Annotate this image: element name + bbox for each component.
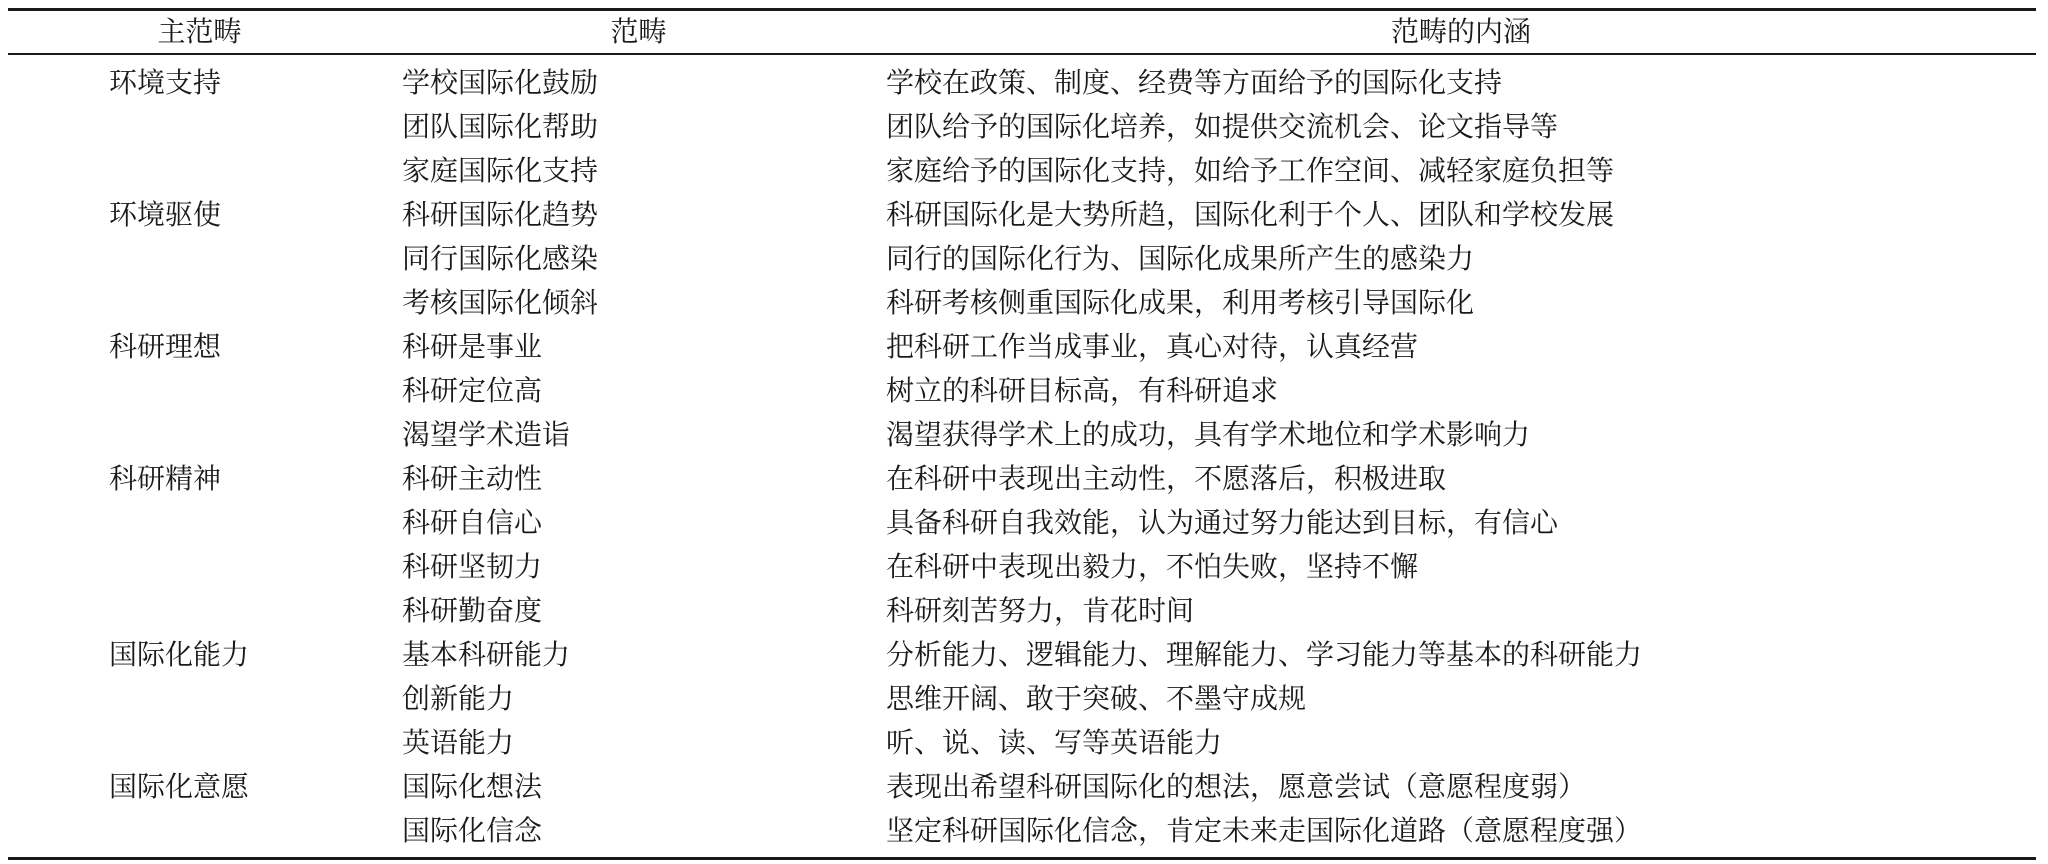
- cell-main-category: [8, 105, 391, 149]
- cell-main-category: [8, 149, 391, 193]
- table-row: [8, 281, 2036, 325]
- cell-category-meaning: 在科研中表现出毅力，不怕失败，坚持不懈: [886, 550, 1419, 583]
- cell-category-meaning: 科研国际化是大势所趋，国际化利于个人、团队和学校发展: [886, 198, 1615, 231]
- table-row: [8, 149, 2036, 193]
- cell-category-meaning: 科研刻苦努力，肯花时间: [886, 594, 1195, 627]
- cell-main-category: [8, 237, 391, 281]
- cell-category: 家庭国际化支持: [402, 154, 599, 187]
- cell-category: 学校国际化鼓励: [402, 66, 599, 99]
- cell-category: 团队国际化帮助: [402, 110, 599, 143]
- cell-category-meaning: 分析能力、逻辑能力、理解能力、学习能力等基本的科研能力: [886, 638, 1643, 671]
- cell-category-meaning: 听、说、读、写等英语能力: [886, 726, 1223, 759]
- cell-category-meaning: 家庭给予的国际化支持，如给予工作空间、减轻家庭负担等: [886, 154, 1615, 187]
- cell-category: 科研坚韧力: [402, 550, 543, 583]
- table-row: [8, 721, 2036, 765]
- cell-category: 考核国际化倾斜: [402, 286, 599, 319]
- cell-category: 基本科研能力: [402, 638, 571, 671]
- table-row: [8, 105, 2036, 149]
- header-category-meaning: 范畴的内涵: [886, 10, 2036, 55]
- cell-main-category: [8, 501, 391, 545]
- cell-category-meaning: 坚定科研国际化信念，肯定未来走国际化道路（意愿程度强）: [886, 809, 2036, 859]
- cell-category: 渴望学术造诣: [402, 418, 571, 451]
- table-row: [8, 545, 2036, 589]
- table-row: [8, 457, 2036, 501]
- cell-main-category: 环境驱使: [109, 198, 222, 231]
- cell-main-category: [8, 677, 391, 721]
- cell-main-category: [8, 721, 391, 765]
- table-row: [8, 413, 2036, 457]
- table-body: [8, 54, 2036, 859]
- cell-category-meaning: 表现出希望科研国际化的想法，愿意尝试（意愿程度弱）: [886, 770, 1587, 803]
- cell-category-meaning: 思维开阔、敢于突破、不墨守成规: [886, 682, 1307, 715]
- cell-main-category: [8, 413, 391, 457]
- cell-main-category: [8, 369, 391, 413]
- table-row: [8, 589, 2036, 633]
- cell-category: 科研是事业: [402, 330, 543, 363]
- cell-main-category: 国际化能力: [109, 638, 250, 671]
- table-row: [8, 325, 2036, 369]
- cell-main-category: [8, 589, 391, 633]
- cell-main-category: 科研理想: [109, 330, 222, 363]
- cell-category: 科研主动性: [402, 462, 543, 495]
- cell-category: 科研定位高: [402, 374, 543, 407]
- cell-category: 英语能力: [402, 726, 515, 759]
- header-main-category: 主范畴: [8, 10, 391, 55]
- cell-main-category: 国际化意愿: [109, 770, 250, 803]
- cell-category: 创新能力: [402, 682, 515, 715]
- cell-category-meaning: 把科研工作当成事业，真心对待，认真经营: [886, 330, 1419, 363]
- table-row: [8, 765, 2036, 809]
- cell-category-meaning: 科研考核侧重国际化成果，利用考核引导国际化: [886, 286, 1475, 319]
- cell-category: 科研自信心: [402, 506, 543, 539]
- cell-category-meaning: 同行的国际化行为、国际化成果所产生的感染力: [886, 242, 1475, 275]
- cell-category-meaning: 具备科研自我效能，认为通过努力能达到目标，有信心: [886, 506, 1559, 539]
- cell-category: 国际化信念: [391, 809, 886, 859]
- category-table: [8, 8, 2036, 860]
- table-row: [8, 237, 2036, 281]
- table-row: [8, 633, 2036, 677]
- cell-category-meaning: 树立的科研目标高，有科研追求: [886, 374, 1279, 407]
- cell-main-category: [8, 281, 391, 325]
- cell-main-category: [8, 545, 391, 589]
- cell-category: 同行国际化感染: [402, 242, 599, 275]
- category-table-container: [8, 8, 2036, 860]
- header-category: 范畴: [391, 10, 886, 55]
- cell-category: 科研国际化趋势: [402, 198, 599, 231]
- cell-category-meaning: 渴望获得学术上的成功，具有学术地位和学术影响力: [886, 418, 1531, 451]
- table-row: [8, 809, 2036, 859]
- table-row: [8, 54, 2036, 105]
- cell-category: 国际化想法: [402, 770, 543, 803]
- cell-category: 科研勤奋度: [402, 594, 543, 627]
- cell-category-meaning: 学校在政策、制度、经费等方面给予的国际化支持: [886, 66, 1503, 99]
- cell-main-category: 科研精神: [109, 462, 222, 495]
- table-header: [8, 10, 2036, 55]
- cell-category-meaning: 团队给予的国际化培养，如提供交流机会、论文指导等: [886, 110, 1559, 143]
- table-row: [8, 677, 2036, 721]
- header-row: [8, 10, 2036, 55]
- cell-main-category: 环境支持: [109, 66, 222, 99]
- table-row: [8, 369, 2036, 413]
- cell-category-meaning: 在科研中表现出主动性，不愿落后，积极进取: [886, 462, 1447, 495]
- table-row: [8, 501, 2036, 545]
- cell-main-category: [8, 809, 391, 859]
- table-row: [8, 193, 2036, 237]
